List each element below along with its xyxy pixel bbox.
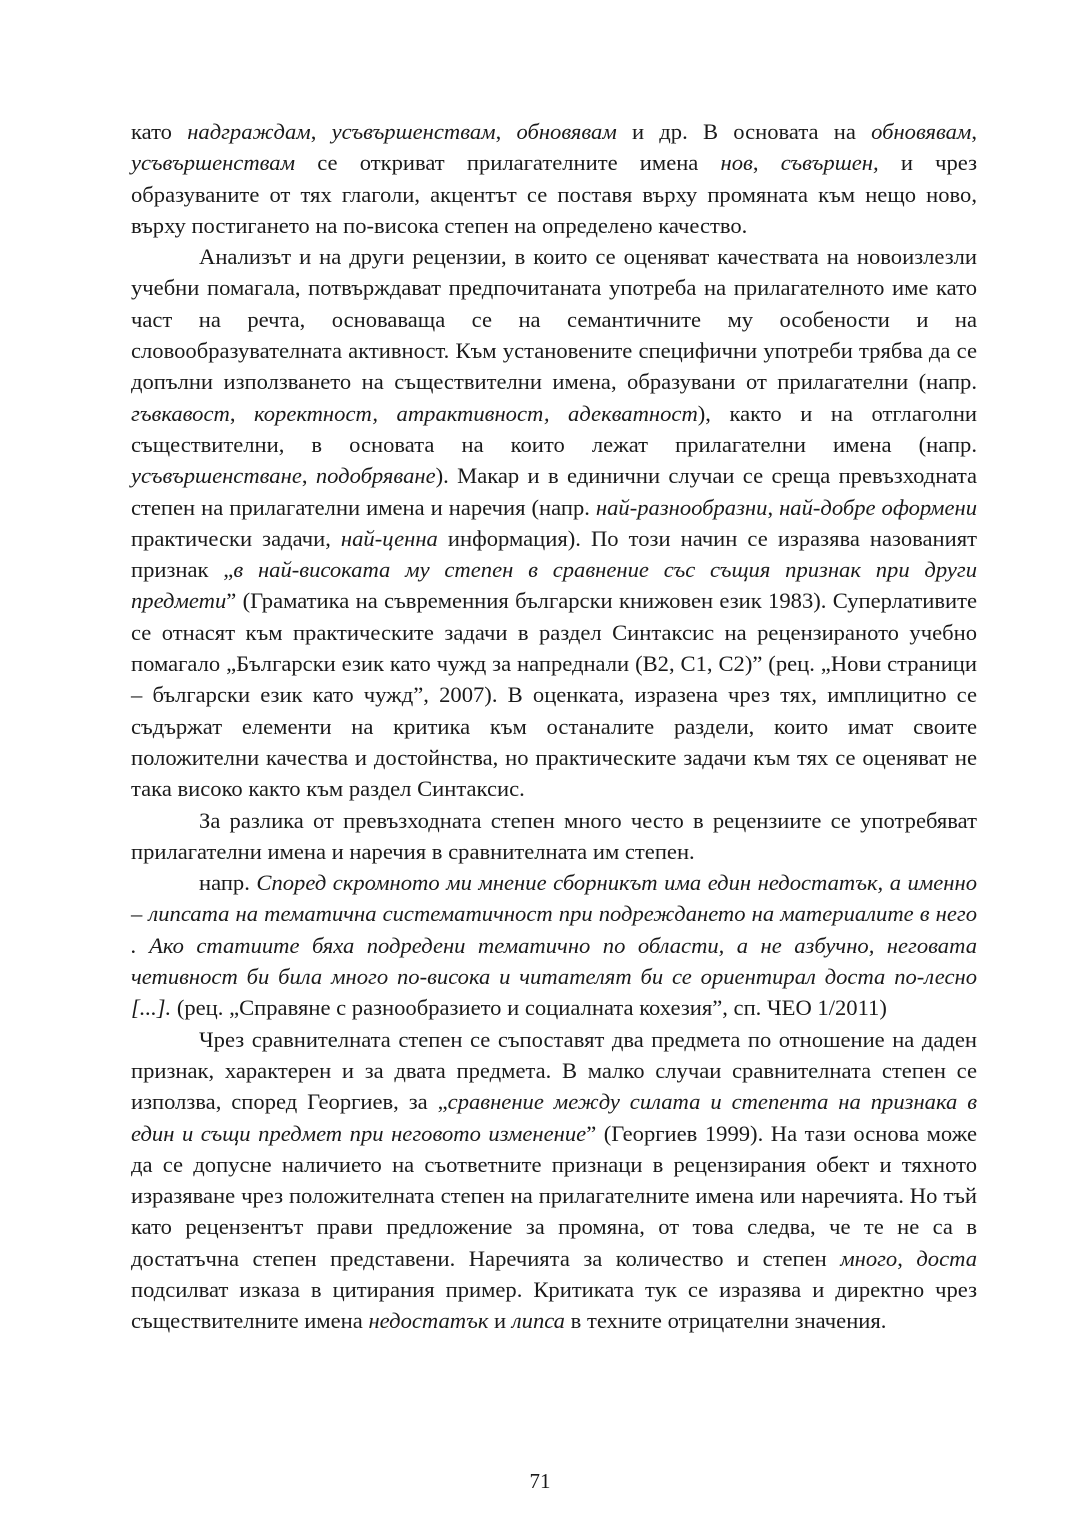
text-run: като <box>131 119 188 144</box>
italic-text: най-ценна <box>340 525 438 551</box>
page-body <box>131 116 977 1396</box>
italic-text: усъвършенствам <box>131 150 296 176</box>
text-run: За разлика от превъзходната степен много често в рецензиите се употребяват прилагателни имена и наречия в сравнителната им степен. <box>131 807 977 864</box>
italic-text: много <box>840 1245 898 1271</box>
text-run: практически задачи, <box>131 525 341 551</box>
italic-text: коректност, атрактивност, адекватност <box>254 400 698 426</box>
text-run: Чрез сравнителната степен се съпоставят два предмета по отношение на даден признак, характерен и за двата предмета. В малко случаи сравнителната степен се използва, според Георгиев, за „ <box>131 1026 977 1115</box>
italic-text: сравнение между силата и степента на признака в един и същи предмет при неговото изменение <box>131 1089 977 1146</box>
italic-text: усъвършенстване <box>131 463 302 489</box>
italic-text: подобряване <box>315 463 436 489</box>
text-run: , <box>229 400 255 426</box>
italic-text: нов <box>720 150 753 176</box>
text-run: ). Макар и в единични случаи се среща превъзходната степен на прилагателни имена и наречия (напр. <box>131 463 978 520</box>
italic-text: усъвършенствам <box>331 119 496 144</box>
text-run: , <box>301 463 316 489</box>
text-run: и <box>488 1308 512 1334</box>
italic-text: обновявам <box>516 119 617 144</box>
text-run: , <box>495 119 517 144</box>
italic-text: обновявам <box>871 119 972 144</box>
text-run: , <box>310 119 332 144</box>
italic-text: надграждам <box>187 119 311 144</box>
text-run: ” (Георгиев 1999). На тази основа може да се допусне наличието на съответните признаци в рецензирания обект и тяхното изразяване чрез положителната степен на прилагателните имена или наречията. Но тъй като рецензентът прави предложение за промяна, от това следва, че те не са в достатъчна степен представени. Наречията за количество и степен <box>131 1120 977 1271</box>
text-run: в техните отрицателни значения. <box>564 1308 887 1334</box>
text-run: и др. В основата на <box>616 119 872 144</box>
page-number: 71 <box>529 1469 551 1493</box>
italic-text: в най-високата му степен в сравнение със същия признак при други предмети <box>131 557 977 614</box>
text-run: и чрез образуваните от тях глаголи, акцентът се поставя върху промяната към нещо ново, върху постигането на по-висока степен на определено качество. <box>131 150 977 238</box>
italic-text: най-добре оформени <box>779 494 978 520</box>
paragraph <box>131 241 977 804</box>
italic-text: недостатък <box>368 1308 489 1334</box>
text-run: , <box>897 1245 917 1271</box>
italic-text: съвършен, <box>780 150 879 176</box>
text-run: (рец. „Справяне с разнообразието и социалната кохезия”, сп. ЧЕО 1/2011) <box>171 995 887 1021</box>
italic-text: най-разнообразни <box>595 494 768 520</box>
text-run: , <box>767 494 780 520</box>
paragraph <box>131 805 977 868</box>
text-run: ), както и на отглаголни съществителни, в основата на които лежат прилагателни имена (напр. <box>131 400 978 457</box>
text-run: напр. <box>199 870 257 896</box>
italic-text: липса <box>511 1308 565 1334</box>
text-run: , <box>752 150 781 176</box>
text-run: информация). По този начин се изразява назованият признак „ <box>131 525 977 583</box>
paragraph <box>131 116 977 241</box>
text-run: се откриват прилагателните имена <box>295 150 721 176</box>
paragraph <box>131 867 977 1023</box>
paragraph <box>131 1024 977 1337</box>
italic-text: Според скромното ми мнение сборникът има един недостатък, а именно – липсата на тематична систематичност при подреждането на материалите в него . Ако статиите бяха подредени тематично по области, а не азбучно, неговата четивност би била много по-висока и читателят би се ориентирал доста по-лесно [...]. <box>131 870 977 1021</box>
text-run: ” (Граматика на съвременния български книжовен език 1983). Суперлативите се отнасят към практическите задачи в раздел Синтаксис на рецензираното учебно помагало „Български език като чужд за напреднали (B2, C1, C2)” (рец. „Нови страници – български език като чужд”, 2007). В оценката, изразена чрез тях, имплицитно се съдържат елементи на критика към останалите раздели, които имат своите положителни качества и достойнства, но практическите задачи към тях се оценяват не така високо както към раздел Синтаксис. <box>131 588 977 802</box>
text-run: подсилват изказа в цитирания пример. Критиката тук се изразява и директно чрез съществителните имена <box>131 1276 977 1334</box>
text-run: , <box>971 119 977 144</box>
text-run: Анализът и на други рецензии, в които се оценяват качествата на новоизлезли учебни помагала, потвърждават предпочитаната употреба на прилагателното име като част на речта, основаваща се на семантичните му особености и на словообразувателната активност. Към установените специфични употреби трябва да се допълни използването на съществителни имена, образувани от прилагателни (напр. <box>131 244 977 395</box>
italic-text: доста <box>916 1245 977 1271</box>
italic-text: гъвкавост <box>131 400 230 426</box>
